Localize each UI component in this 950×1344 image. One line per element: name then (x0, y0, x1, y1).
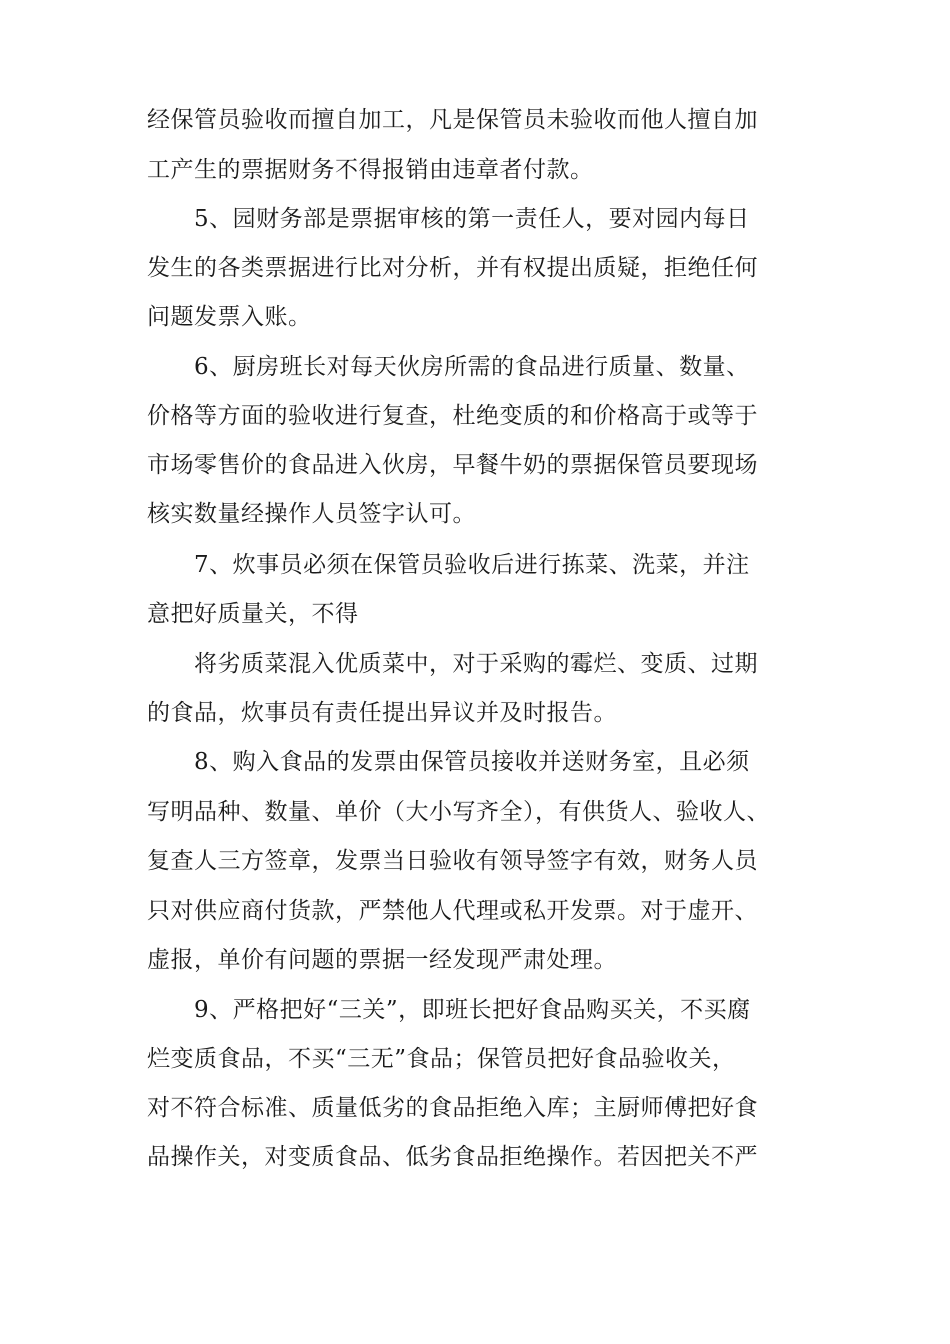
paragraph-7-start: 7、炊事员必须在保管员验收后进行拣菜、洗菜，并注 (194, 552, 750, 578)
text-line: 经保管员验收而擅自加工，凡是保管员未验收而他人擅自加 (147, 107, 758, 133)
paragraph-5-start: 5、园财务部是票据审核的第一责任人，要对园内每日 (194, 206, 750, 232)
text-line: 复查人三方签章，发票当日验收有领导签字有效，财务人员 (147, 848, 758, 874)
text-line: 烂变质食品，不买“三无”食品；保管员把好食品验收关， (147, 1046, 736, 1072)
text-line: 工产生的票据财务不得报销由违章者付款。 (147, 157, 594, 183)
paragraph-continuation: 将劣质菜混入优质菜中，对于采购的霉烂、变质、过期 (194, 651, 758, 677)
paragraph-8-start: 8、购入食品的发票由保管员接收并送财务室，且必须 (194, 749, 750, 775)
text-line: 意把好质量关，不得 (147, 601, 359, 627)
text-line: 问题发票入账。 (147, 304, 312, 330)
text-line: 价格等方面的验收进行复查，杜绝变质的和价格高于或等于 (147, 403, 758, 429)
text-line: 只对供应商付货款，严禁他人代理或私开发票。对于虚开、 (147, 898, 758, 924)
text-line: 对不符合标准、质量低劣的食品拒绝入库；主厨师傅把好食 (147, 1095, 758, 1121)
paragraph-9-start: 9、严格把好“三关”，即班长把好食品购买关，不买腐 (194, 997, 751, 1023)
text-line: 品操作关，对变质食品、低劣食品拒绝操作。若因把关不严 (147, 1144, 758, 1170)
text-line: 核实数量经操作人员签字认可。 (147, 501, 476, 527)
text-line: 的食品，炊事员有责任提出异议并及时报告。 (147, 700, 617, 726)
text-line: 发生的各类票据进行比对分析，并有权提出质疑，拒绝任何 (147, 255, 758, 281)
text-line: 市场零售价的食品进入伙房，早餐牛奶的票据保管员要现场 (147, 452, 758, 478)
text-line: 写明品种、数量、单价（大小写齐全），有供货人、验收人、 (147, 799, 770, 825)
paragraph-6-start: 6、厨房班长对每天伙房所需的食品进行质量、数量、 (194, 354, 750, 380)
text-line: 虚报，单价有问题的票据一经发现严肃处理。 (147, 947, 617, 973)
